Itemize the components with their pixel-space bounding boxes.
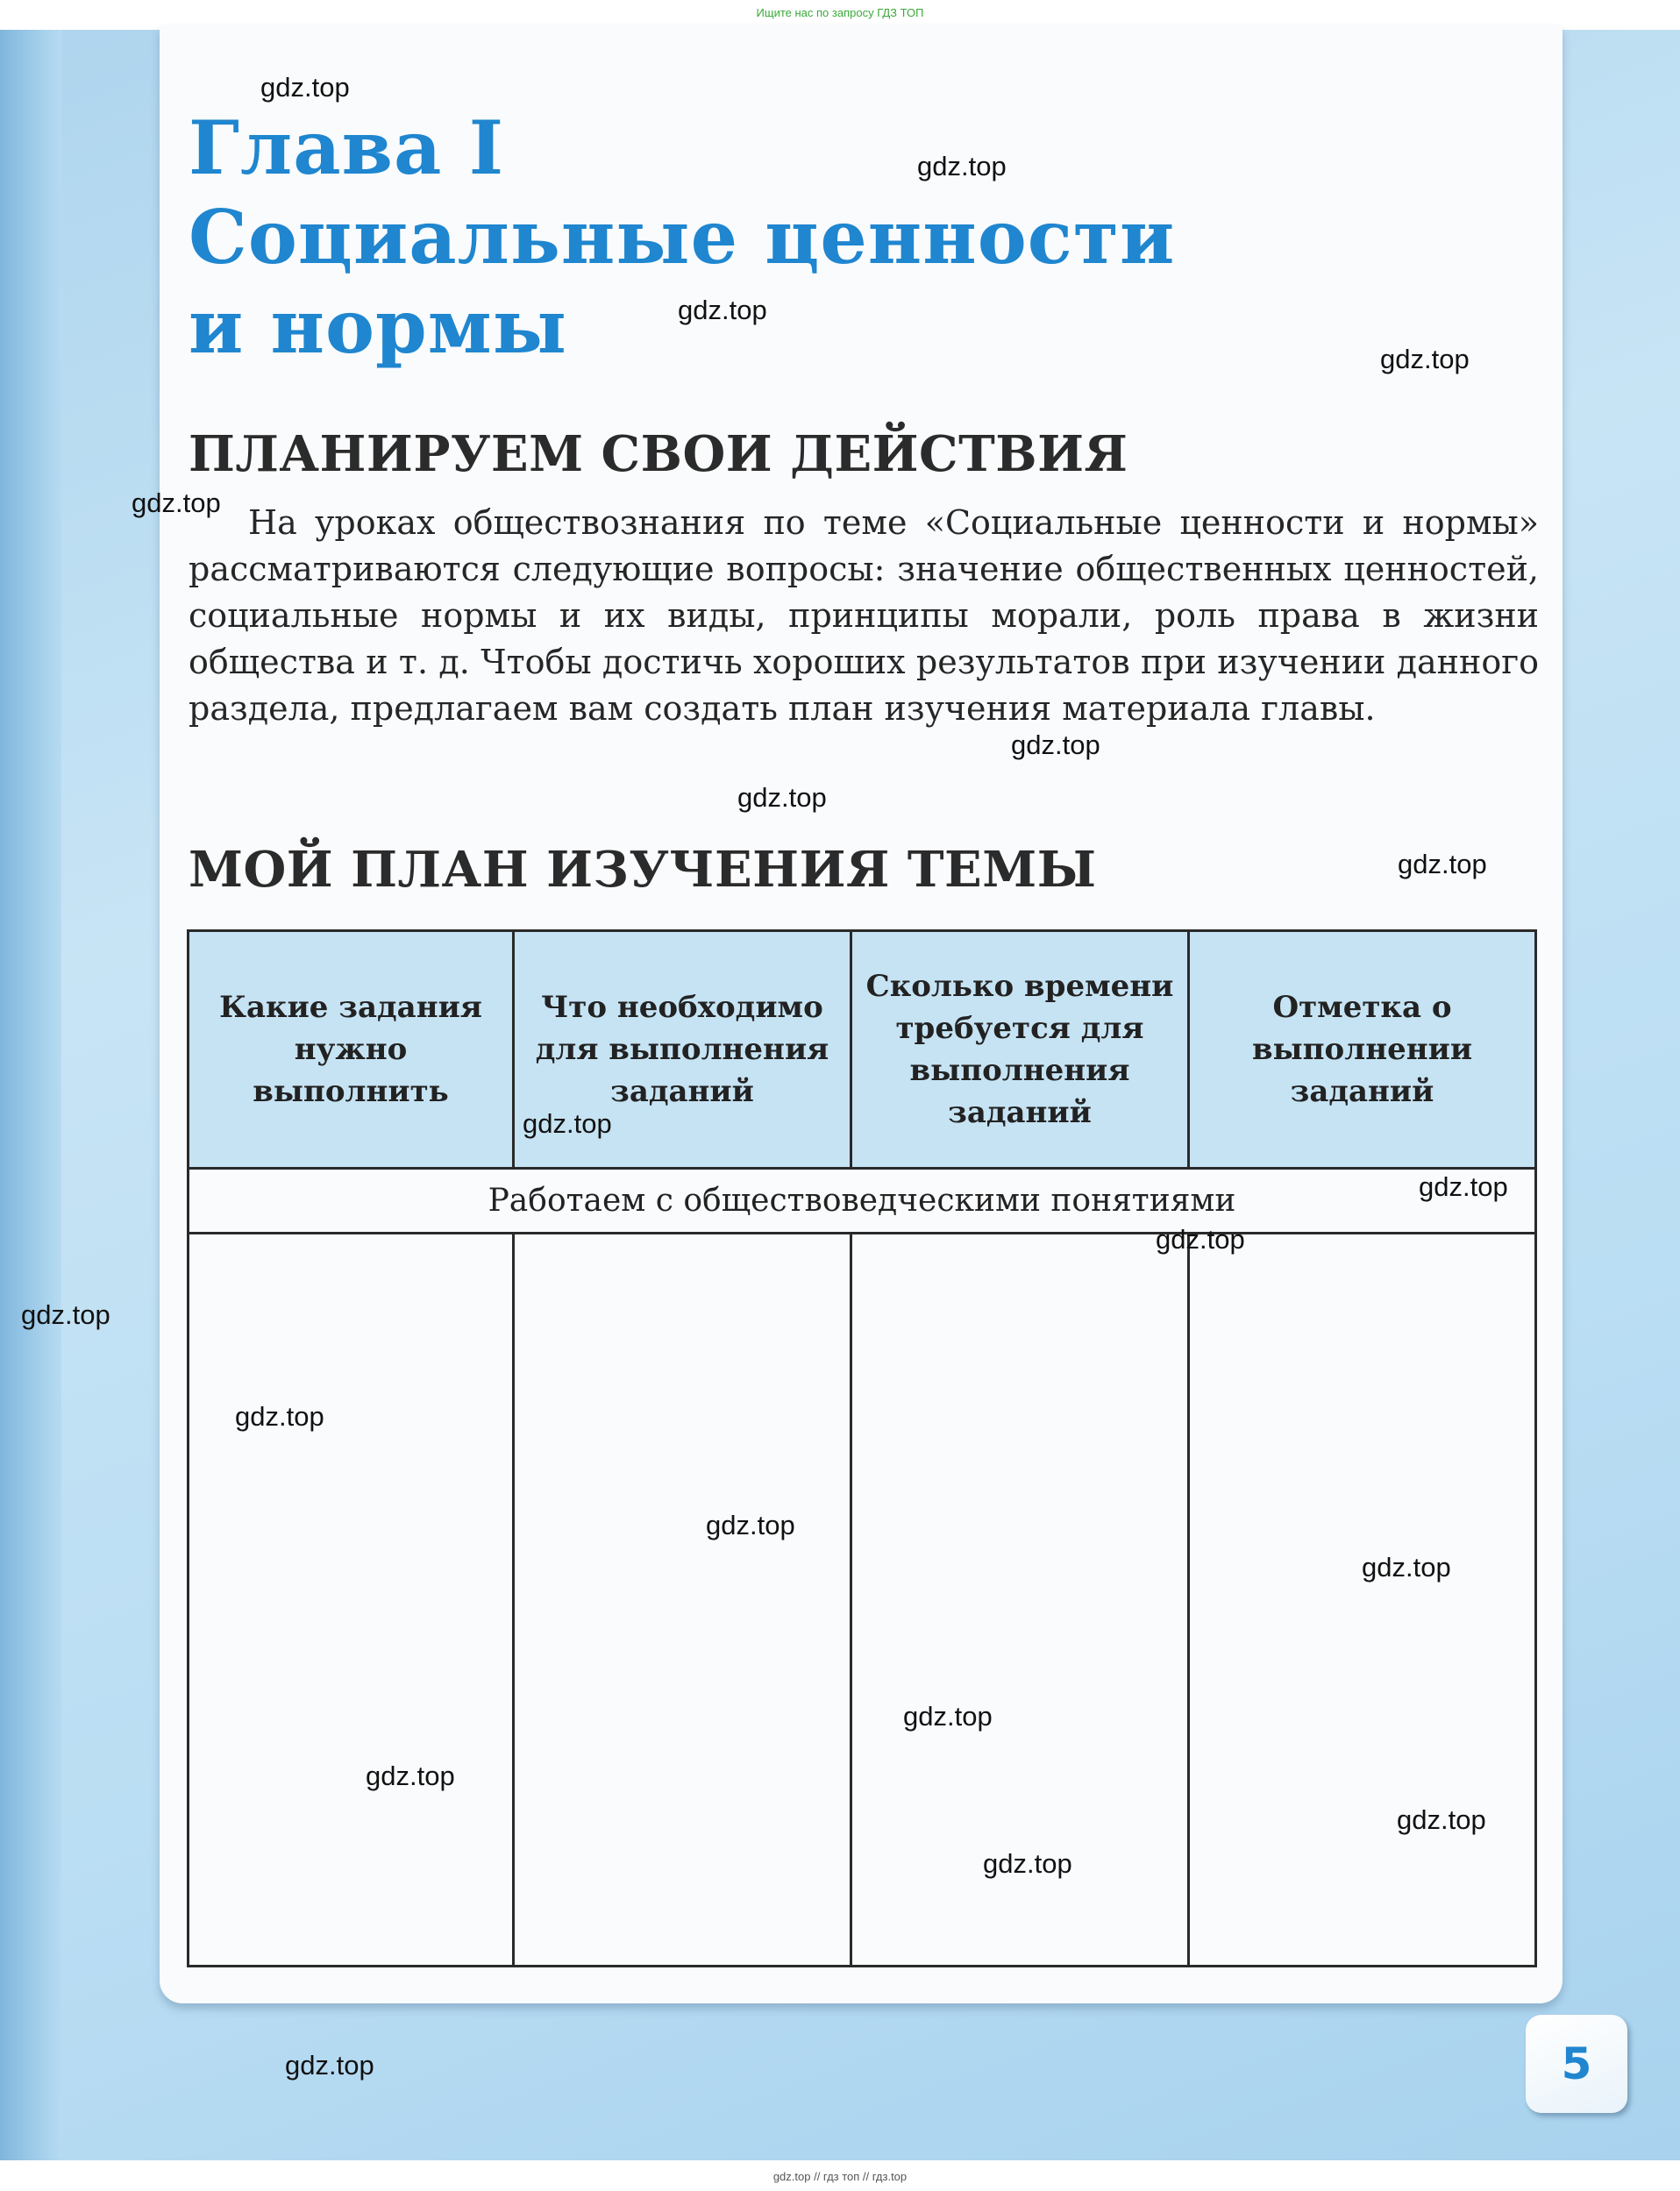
chapter-title <box>189 103 1175 372</box>
header-cell-time: Сколько времени требуется для выполнения заданий <box>865 969 1174 1130</box>
watermark: gdz.top <box>21 1299 110 1330</box>
watermark: gdz.top <box>1011 729 1100 760</box>
watermark: gdz.top <box>366 1761 455 1791</box>
watermark: gdz.top <box>737 782 827 813</box>
section-row-concepts: Работаем с обществоведческими понятиями <box>488 1183 1236 1219</box>
column-divider <box>1187 932 1190 1167</box>
watermark: gdz.top <box>1398 849 1487 879</box>
watermark: gdz.top <box>706 1510 795 1540</box>
watermark: gdz.top <box>1397 1804 1486 1835</box>
chapter-title-line3: и нормы <box>189 283 567 370</box>
column-divider <box>512 932 515 1167</box>
watermark: gdz.top <box>903 1701 993 1732</box>
watermark: gdz.top <box>1156 1224 1245 1255</box>
watermark: gdz.top <box>1419 1171 1508 1202</box>
column-divider <box>512 1232 515 1965</box>
watermark: gdz.top <box>523 1108 612 1139</box>
top-banner: Ищите нас по запросу ГДЗ ТОП <box>756 6 924 19</box>
chapter-title-line1: Глава I <box>189 104 504 191</box>
watermark: gdz.top <box>983 1848 1072 1879</box>
watermark: gdz.top <box>678 295 767 325</box>
column-divider <box>1187 1232 1190 1965</box>
bottom-banner: gdz.top // гдз топ // гдз.top <box>772 2170 908 2183</box>
header-cell-completion: Отметка о выполнении заданий <box>1251 990 1473 1109</box>
column-divider <box>850 932 852 1167</box>
watermark: gdz.top <box>1362 1552 1451 1583</box>
watermark: gdz.top <box>260 72 350 103</box>
watermark: gdz.top <box>285 2050 374 2081</box>
intro-paragraph: На уроках обществознания по теме «Социальные ценности и нормы» рассматриваются следующие вопросы: значение общественных ценностей, социальные нормы и их виды, принципы морали, роль права в жизни общества и т. д. Чтобы достичь хороших результатов при изучении данного раздела, предлагаем вам создать план изучения материала главы. <box>189 503 1539 728</box>
plan-heading: ПЛАНИРУЕМ СВОИ ДЕЙСТВИЯ <box>189 425 1128 483</box>
watermark: gdz.top <box>917 151 1007 181</box>
plan-table <box>187 929 1537 1967</box>
column-divider <box>850 1232 852 1965</box>
page-number: 5 <box>1526 2015 1627 2113</box>
book-spine <box>0 30 61 2160</box>
chapter-title-line2: Социальные ценности <box>189 194 1176 281</box>
header-cell-requirements: Что необходимо для выполнения заданий <box>535 990 829 1109</box>
header-cell-tasks: Какие задания нужно выполнить <box>219 990 482 1109</box>
watermark: gdz.top <box>235 1401 324 1432</box>
watermark: gdz.top <box>1380 344 1470 374</box>
row-divider <box>189 1232 1534 1234</box>
my-plan-heading: МОЙ ПЛАН ИЗУЧЕНИЯ ТЕМЫ <box>189 841 1097 899</box>
watermark: gdz.top <box>132 487 221 518</box>
